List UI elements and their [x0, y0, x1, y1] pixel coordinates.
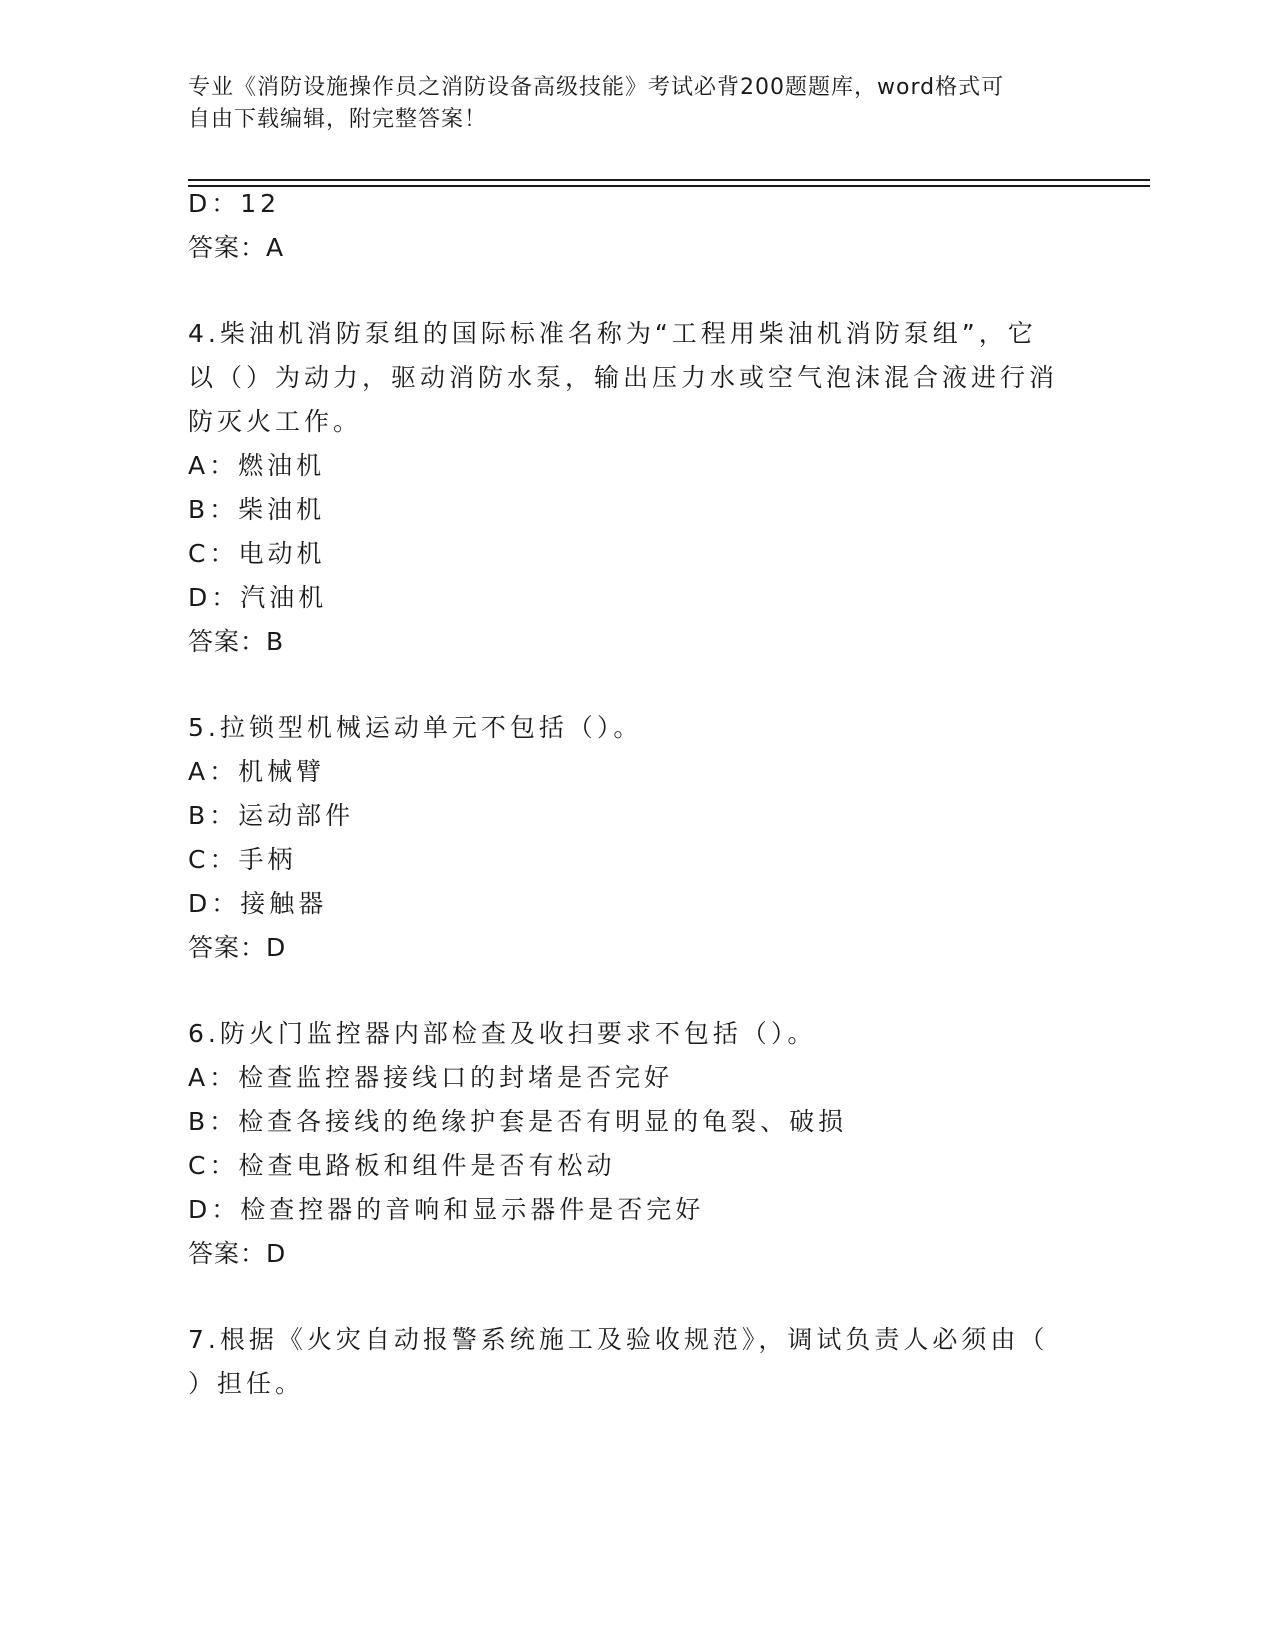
q4-stem-line-1: 4.柴油机消防泵组的国际标准名称为“工程用柴油机消防泵组”，它 — [188, 319, 1037, 348]
header-line-2: 自由下载编辑，附完整答案！ — [188, 107, 488, 132]
q4-option-d: D：汽油机 — [188, 583, 328, 612]
q6-stem-line-1: 6.防火门监控器内部检查及收扫要求不包括（）。 — [188, 1019, 817, 1048]
q5-stem-line-1: 5.拉锁型机械运动单元不包括（）。 — [188, 713, 643, 742]
header-divider-top — [188, 179, 1150, 181]
prev-option-d: D：12 — [188, 189, 281, 218]
q4-option-b: B：柴油机 — [188, 495, 326, 524]
q4-option-c: C：电动机 — [188, 539, 326, 568]
q7-stem-line-1: 7.根据《火灾自动报警系统施工及验收规范》，调试负责人必须由（ — [188, 1325, 1049, 1354]
header-divider-bottom — [188, 185, 1150, 187]
q6-option-b: B：检查各接线的绝缘护套是否有明显的龟裂、破损 — [188, 1107, 848, 1136]
header-line-1: 专业《消防设施操作员之消防设备高级技能》考试必背200题题库，word格式可 — [188, 75, 1005, 100]
q4-stem-line-3: 防灭火工作。 — [188, 407, 363, 436]
prev-answer: 答案：A — [188, 233, 285, 262]
q6-option-d: D：检查控器的音响和显示器件是否完好 — [188, 1195, 705, 1224]
q6-option-c: C：检查电路板和组件是否有松动 — [188, 1151, 616, 1180]
q4-stem-line-2: 以（）为动力，驱动消防水泵，输出压力水或空气泡沫混合液进行消 — [188, 363, 1059, 392]
q6-answer: 答案：D — [188, 1239, 287, 1268]
q5-option-d: D：接触器 — [188, 889, 328, 918]
document-header — [188, 72, 1068, 136]
q6-option-a: A：检查监控器接线口的封堵是否完好 — [188, 1063, 674, 1092]
q4-option-a: A：燃油机 — [188, 451, 326, 480]
q5-answer: 答案：D — [188, 933, 287, 962]
q7-stem-line-2: ）担任。 — [188, 1369, 305, 1398]
q5-option-c: C：手柄 — [188, 845, 297, 874]
q4-answer: 答案：B — [188, 627, 285, 656]
q5-option-b: B：运动部件 — [188, 801, 355, 830]
q5-option-a: A：机械臂 — [188, 757, 326, 786]
